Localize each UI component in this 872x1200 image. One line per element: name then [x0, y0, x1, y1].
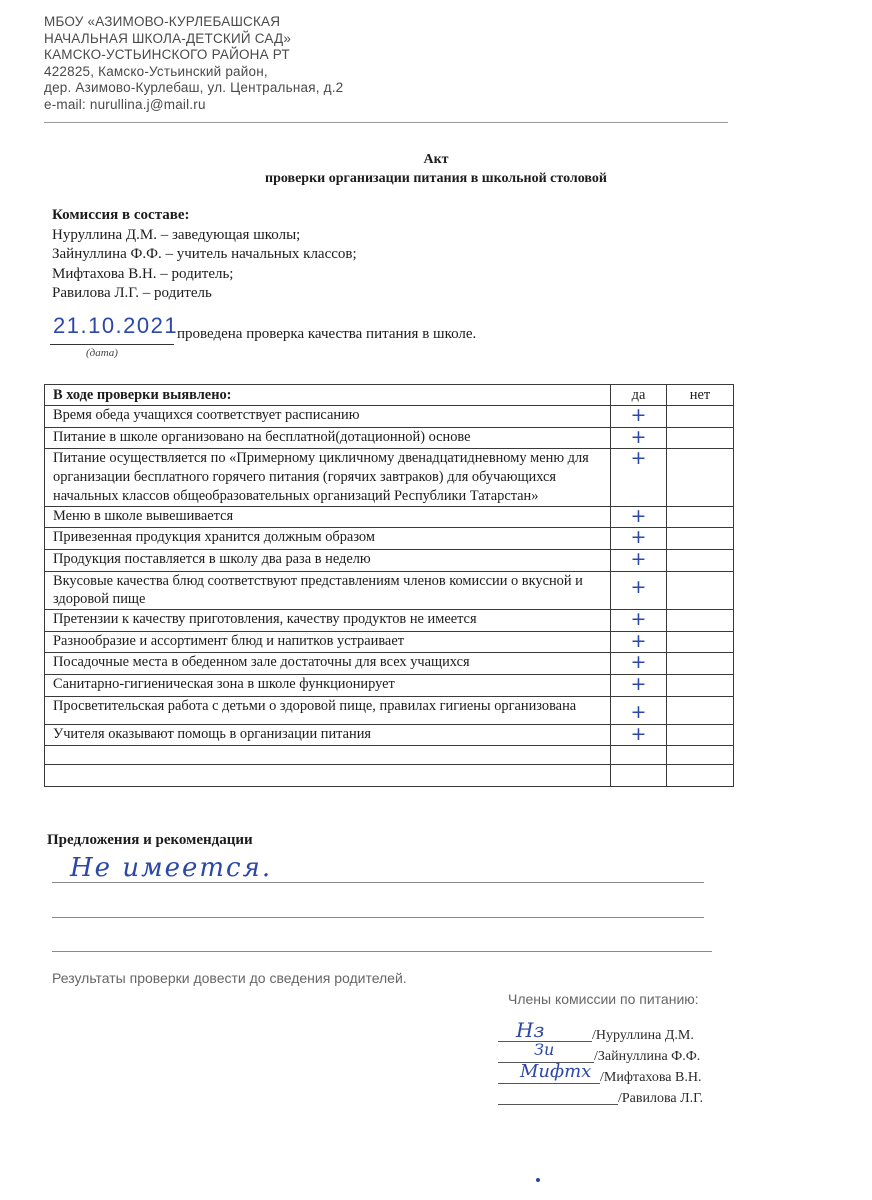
table-header-row	[45, 385, 734, 406]
inspection-text: проведена проверка качества питания в школе.	[177, 326, 477, 342]
plus-mark: +	[630, 404, 647, 426]
plus-mark: +	[630, 547, 647, 570]
no-cell	[667, 675, 734, 697]
doc-subtitle: проверки организации питания в школьной столовой	[265, 171, 607, 186]
yes-cell	[611, 506, 667, 528]
table-row	[45, 696, 734, 724]
table-row	[45, 449, 734, 506]
yes-cell	[611, 675, 667, 697]
no-cell	[667, 528, 734, 550]
row-text: Просветительская работа с детьми о здоровой пище, правилах гигиены организована	[45, 696, 611, 724]
signature-mark: Нз	[516, 1018, 545, 1042]
table-row	[45, 549, 734, 571]
commission-member: Равилова Л.Г. – родитель	[52, 285, 212, 302]
no-cell	[667, 631, 734, 653]
plus-mark: +	[630, 673, 647, 696]
commission-member: Зайнуллина Ф.Ф. – учитель начальных классов;	[52, 246, 357, 263]
table-row	[45, 427, 734, 449]
yes-cell	[611, 724, 667, 746]
table-row	[45, 631, 734, 653]
plus-mark: +	[630, 447, 647, 470]
commission-member: Мифтахова В.Н. – родитель;	[52, 265, 234, 282]
inspection-table	[44, 384, 734, 787]
school-header	[44, 14, 343, 113]
no-cell	[667, 506, 734, 528]
signature-name: /Мифтахова В.Н.	[600, 1070, 702, 1085]
empty-cell	[611, 746, 667, 765]
yes-cell	[611, 696, 667, 724]
yes-cell	[611, 406, 667, 428]
yes-cell	[611, 571, 667, 609]
empty-cell	[45, 765, 611, 787]
header-line: МБОУ «АЗИМОВО-КУРЛЕБАШСКАЯ	[44, 14, 281, 29]
row-text: Претензии к качеству приготовления, качеству продуктов не имеется	[45, 610, 611, 632]
table-row	[45, 724, 734, 746]
plus-mark: +	[630, 722, 647, 745]
signature-name: /Нуруллина Д.М.	[592, 1028, 694, 1043]
header-line: НАЧАЛЬНАЯ ШКОЛА-ДЕТСКИЙ САД»	[44, 30, 292, 46]
row-text: Вкусовые качества блюд соответствуют представлениям членов комиссии о вкусной и здоровой пище	[45, 571, 611, 609]
header-line: КАМСКО-УСТЬИНСКОГО РАЙОНА РТ	[44, 47, 290, 62]
yes-cell	[611, 549, 667, 571]
table-empty-row	[45, 746, 734, 765]
signature-row	[498, 1061, 728, 1088]
yes-cell	[611, 528, 667, 550]
plus-mark: +	[630, 526, 647, 549]
header-yes: да	[611, 385, 667, 406]
signature-mark: Зи	[534, 1040, 555, 1059]
recommendations-heading: Предложения и рекомендации	[47, 832, 253, 848]
table-row	[45, 571, 734, 609]
row-text: Учителя оказывают помощь в организации питания	[45, 724, 611, 746]
table-row	[45, 610, 734, 632]
commission-heading: Комиссия в составе:	[52, 207, 190, 223]
row-text: Продукция поставляется в школу два раза в неделю	[45, 549, 611, 571]
header-no: нет	[667, 385, 734, 406]
header-line: дер. Азимово-Курлебаш, ул. Центральная, д.2	[44, 80, 344, 95]
table-row	[45, 528, 734, 550]
plus-mark: +	[630, 608, 647, 631]
commission-block	[52, 206, 357, 304]
empty-cell	[667, 765, 734, 787]
header-divider	[44, 122, 728, 123]
signature-name: /Зайнуллина Ф.Ф.	[594, 1049, 701, 1064]
ink-dot	[536, 1178, 540, 1182]
yes-cell	[611, 653, 667, 675]
header-line: 422825, Камско-Устьинский район,	[44, 63, 268, 79]
header-item: В ходе проверки выявлено:	[45, 385, 611, 406]
writing-line	[52, 951, 712, 952]
table-row	[45, 506, 734, 528]
row-text: Привезенная продукция хранится должным образом	[45, 528, 611, 550]
table-row	[45, 406, 734, 428]
plus-mark: +	[630, 651, 647, 674]
no-cell	[667, 406, 734, 428]
plus-mark: +	[630, 504, 647, 527]
no-cell	[667, 427, 734, 449]
table-row	[45, 653, 734, 675]
empty-cell	[611, 765, 667, 787]
signature-name: /Равилова Л.Г.	[618, 1091, 704, 1106]
row-text: Питание в школе организовано на бесплатной(дотационной) основе	[45, 427, 611, 449]
date-caption: (дата)	[86, 347, 118, 359]
plus-mark: +	[630, 629, 647, 652]
empty-cell	[667, 746, 734, 765]
inspection-date-handwritten: 21.10.2021	[53, 313, 179, 338]
plus-mark: +	[630, 575, 647, 598]
empty-cell	[45, 746, 611, 765]
yes-cell	[611, 427, 667, 449]
signature-line	[498, 1083, 600, 1084]
signature-line	[498, 1104, 618, 1105]
yes-cell	[611, 449, 667, 506]
recommendations-handwritten: Не имеется.	[70, 853, 273, 883]
doc-title: Акт	[423, 152, 449, 167]
writing-line	[52, 917, 704, 918]
row-text: Меню в школе вывешивается	[45, 506, 611, 528]
table-empty-row	[45, 765, 734, 787]
plus-mark: +	[630, 425, 647, 448]
row-text: Посадочные места в обеденном зале достаточны для всех учащихся	[45, 653, 611, 675]
row-text: Питание осуществляется по «Примерному цикличному двенадцатидневному меню для организации бесплатного горячего питания (горячих завтраков) для обучающихся начальных классов общеобразовательных организаций Республики Татарстан»	[45, 449, 611, 506]
signature-row	[498, 1018, 728, 1046]
yes-cell	[611, 610, 667, 632]
no-cell	[667, 549, 734, 571]
row-text: Время обеда учащихся соответствует расписанию	[45, 406, 611, 428]
writing-line	[52, 882, 704, 883]
plus-mark: +	[630, 700, 647, 723]
row-text: Санитарно-гигиеническая зона в школе функционирует	[45, 675, 611, 697]
no-cell	[667, 449, 734, 506]
no-cell	[667, 724, 734, 746]
no-cell	[667, 571, 734, 609]
signature-row	[498, 1087, 728, 1109]
no-cell	[667, 653, 734, 675]
no-cell	[667, 696, 734, 724]
signature-mark: Мифтх	[520, 1061, 592, 1082]
row-text: Разнообразие и ассортимент блюд и напитков устраивает	[45, 631, 611, 653]
commission-member: Нуруллина Д.М. – заведующая школы;	[52, 226, 301, 243]
members-heading: Члены комиссии по питанию:	[508, 991, 699, 1007]
result-note: Результаты проверки довести до сведения родителей.	[52, 970, 407, 986]
table-row	[45, 675, 734, 697]
header-email: e-mail: nurullina.j@mail.ru	[44, 96, 206, 112]
date-underline	[50, 344, 174, 345]
yes-cell	[611, 631, 667, 653]
no-cell	[667, 610, 734, 632]
